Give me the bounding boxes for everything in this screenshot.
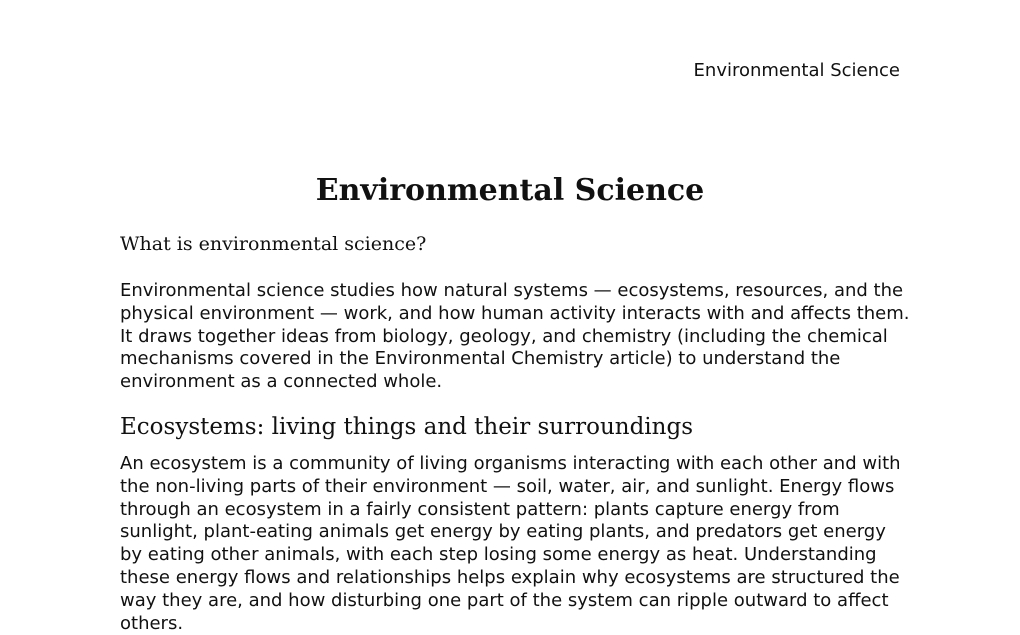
section-heading-ecosystems: Ecosystems: living things and their surroundings — [120, 414, 694, 440]
document-subtitle: What is environmental science? — [120, 233, 427, 255]
intro-paragraph: Environmental science studies how natural systems — ecosystems, resources, and the physical environment — work, and how human activity interacts with and affects them. It draws together ideas from biology, geology, and chemistry (including the chemical mechanisms covered in the Environmental Chemistry article) to understand the environment as a connected whole. — [120, 280, 910, 393]
running-header: Environmental Science — [693, 60, 900, 81]
document-title: Environmental Science — [315, 173, 705, 208]
section-paragraph-ecosystems: An ecosystem is a community of living organisms interacting with each other and with the non-living parts of their environment — soil, water, air, and sunlight. Energy flows through an ecosystem in a fairly consistent pattern: plants capture energy from sunlight, plant-eating animals get energy by eating plants, and predators get energy by eating other animals, with each step losing some energy as heat. Understanding these energy flows and relationships helps explain why ecosystems are structured the way they are, and how disturbing one part of the system can ripple outward to affect others. — [120, 453, 901, 634]
